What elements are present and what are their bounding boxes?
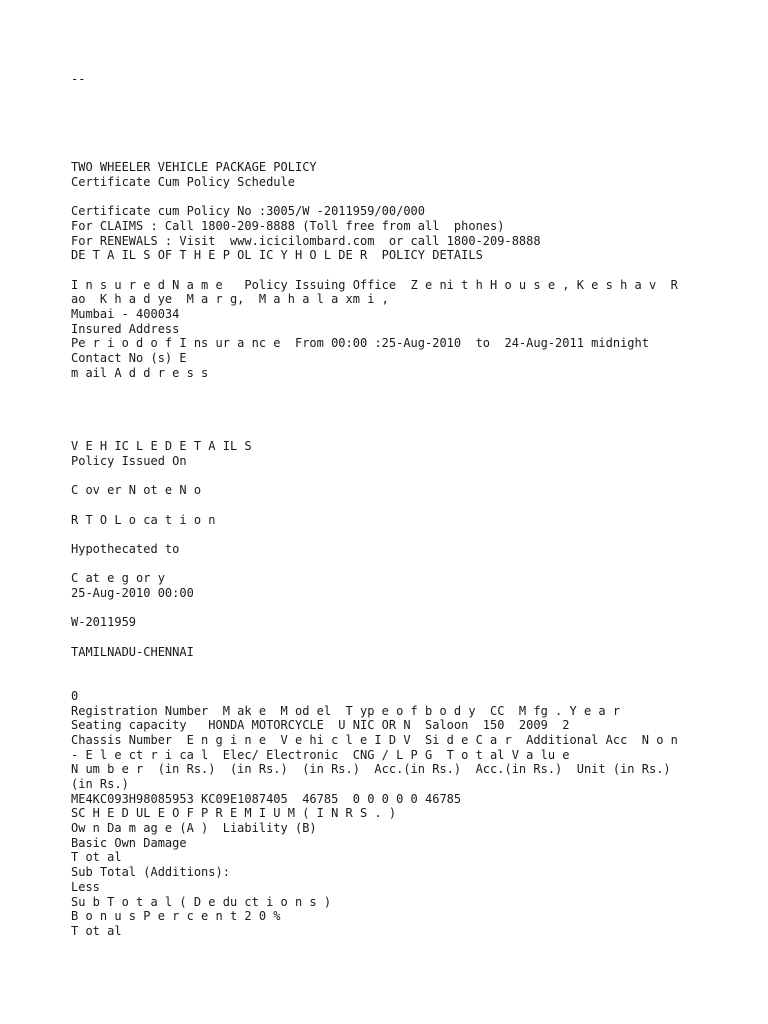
blank-line: [71, 410, 751, 425]
text-line: TWO WHEELER VEHICLE PACKAGE POLICY: [71, 160, 317, 175]
text-line: ME4KC093H98085953 KC09E1087405 46785 0 0 0 0 0 46785: [71, 791, 462, 806]
text-line: N um b e r (in Rs.) (in Rs.) (in Rs.) Acc.(in Rs.) Acc.(in Rs.) Unit (in Rs.): [71, 762, 671, 777]
blank-line: [71, 469, 751, 484]
text-line: Registration Number M ak e M od el T yp e o f b o d y CC M fg . Y e a r: [71, 703, 621, 718]
blank-line: [71, 190, 751, 205]
text-line: Su b T o t a l ( D e du ct i o n s ): [71, 894, 332, 909]
text-line: Hypothecated to: [71, 542, 180, 556]
text-line: - E l e ct r i ca l Elec/ Electronic CNG / L P G T o t al V a lu e: [71, 747, 570, 762]
text-line: Contact No (s) E: [71, 351, 187, 366]
blank-line: [71, 263, 751, 278]
blank-line: [71, 527, 751, 542]
text-line: Mumbai - 400034: [71, 307, 180, 321]
text-line: 25-Aug-2010 00:00: [71, 586, 194, 601]
blank-line: [71, 425, 751, 440]
text-line: T ot al: [71, 850, 122, 865]
text-line: Certificate cum Policy No :3005/W -2011959/00/000: [71, 204, 426, 219]
blank-line: [71, 395, 751, 410]
blank-line: [71, 87, 751, 102]
blank-line: [71, 674, 751, 689]
text-line: Basic Own Damage: [71, 835, 187, 850]
document-text: [71, 72, 751, 939]
text-line: ao K h a d ye M a r g, M a h a l a xm i ,: [71, 292, 389, 307]
text-line: Pe r i o d o f I ns ur a nc e From 00:00 :25-Aug-2010 to 24-Aug-2011 midnight: [71, 336, 649, 351]
text-line: C at e g or y: [71, 571, 165, 586]
blank-line: [71, 145, 751, 160]
blank-line: [71, 557, 751, 572]
text-line: --: [71, 72, 86, 86]
text-line: W-2011959: [71, 615, 137, 630]
text-line: Chassis Number E n g i n e V e hi c l e I D V Si d e C a r Additional Acc N o n: [71, 732, 678, 747]
text-line: I n s u r e d N a m e Policy Issuing Office Z e ni t h H o u s e , K e s h a v R: [71, 277, 678, 292]
text-line: Insured Address: [71, 321, 180, 336]
blank-line: [71, 131, 751, 146]
text-line: (in Rs.): [71, 777, 129, 791]
text-line: SC H E D UL E O F P R E M I U M ( I N R S . ): [71, 806, 397, 821]
text-line: V E H IC L E D E T A IL S: [71, 439, 252, 454]
text-line: Sub Total (Additions):: [71, 865, 230, 880]
text-line: For CLAIMS : Call 1800-209-8888 (Toll free from all phones): [71, 218, 505, 233]
blank-line: [71, 498, 751, 513]
text-line: B o n u s P e r c e n t 2 0 %: [71, 909, 281, 924]
text-line: DE T A IL S OF T H E P OL IC Y H O L DE R POLICY DETAILS: [71, 248, 483, 263]
text-line: Seating capacity HONDA MOTORCYCLE U NIC OR N Saloon 150 2009 2: [71, 718, 570, 733]
text-line: TAMILNADU-CHENNAI: [71, 644, 194, 659]
text-line: R T O L o ca t i o n: [71, 512, 216, 527]
text-line: 0: [71, 688, 79, 703]
text-line: Less: [71, 879, 100, 894]
text-line: C ov er N ot e N o: [71, 483, 202, 498]
text-line: Ow n Da m ag e (A ) Liability (B): [71, 821, 317, 836]
text-line: For RENEWALS : Visit www.icicilombard.com or call 1800-209-8888: [71, 233, 541, 248]
text-line: m ail A d d r e s s: [71, 365, 209, 380]
text-line: Policy Issued On: [71, 453, 187, 468]
blank-line: [71, 380, 751, 395]
blank-line: [71, 660, 751, 675]
blank-line: [71, 601, 751, 616]
text-line: Certificate Cum Policy Schedule: [71, 174, 295, 189]
blank-line: [71, 630, 751, 645]
blank-line: [71, 101, 751, 116]
text-line: T ot al: [71, 923, 122, 938]
blank-line: [71, 116, 751, 131]
